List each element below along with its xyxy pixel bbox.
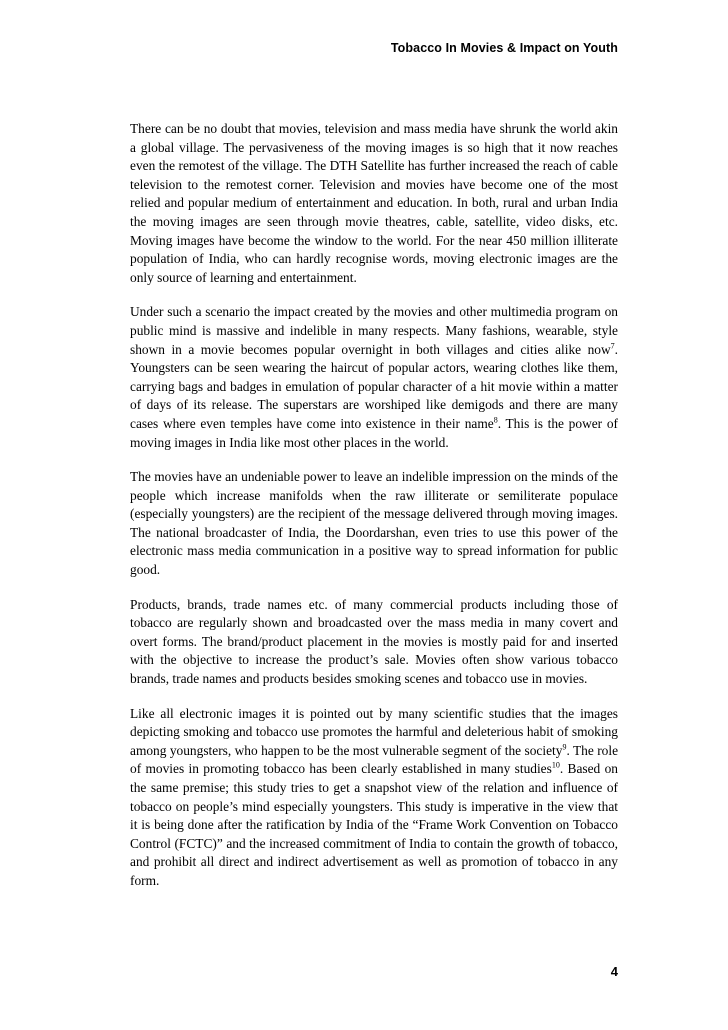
paragraph-5 xyxy=(130,705,618,891)
page-number: 4 xyxy=(610,964,618,979)
page-body xyxy=(130,120,618,907)
paragraph-text: . The role of movies in promoting tobacco has been clearly established in many studies xyxy=(130,742,619,777)
paragraph-text: . Based on the same premise; this study tries to get a snapshot view of the relation and influence of tobacco on people’s mind especially youngsters. This study is imperative in the view that it is being done after the ratification by India of the “Frame Work Convention on Tobacco Control (FCTC)” and the increased commitment of India to contain the growth of tobacco, and prohibit all direct and indirect advertisement as well as promotion of tobacco in any form. xyxy=(130,761,618,888)
paragraph-text: Under such a scenario the impact created by the movies and other multimedia program on public mind is massive and indelible in many respects. Many fashions, wearable, style shown in a movie becomes popular overnight in both villages and cities alike now xyxy=(130,304,618,357)
paragraph-3 xyxy=(130,468,618,580)
paragraph-text: . This is the power of moving images in India like most other places in the world. xyxy=(130,415,618,450)
footnote-ref-7: 7 xyxy=(610,341,615,351)
paragraph-4 xyxy=(130,596,618,689)
paragraph-2 xyxy=(130,303,618,452)
paragraph-1 xyxy=(130,120,618,287)
paragraph-text: The movies have an undeniable power to leave an indelible impression on the minds of the people which increase manifolds when the raw illiterate or semiliterate populace (especially youngsters) are the recipient of the message delivered through moving images. The national broadcaster of India, the Doordarshan, even tries to use this power of the electronic mass media communication in a positive way to spread information for public good. xyxy=(130,469,618,578)
footnote-ref-8: 8 xyxy=(493,415,498,425)
footnote-ref-10: 10 xyxy=(551,760,560,770)
paragraph-text: Products, brands, trade names etc. of many commercial products including those of tobacco are regularly shown and broadcasted over the mass media in many covert and overt forms. The brand/product placement in the movies is mostly paid for and inserted with the objective to increase the product’s sale. Movies often show various tobacco brands, trade names and products besides smoking scenes and tobacco use in movies. xyxy=(130,596,618,687)
paragraph-text: There can be no doubt that movies, television and mass media have shrunk the world akin a global village. The pervasiveness of the moving images is so high that it now reaches even the remotest of the village. The DTH Satellite has further increased the reach of cable television to the remotest corner. Television and movies have become one of the most relied and popular medium of entertainment and education. In both, rural and urban India the moving images are seen through movie theatres, cable, satellite, video disks, etc. Moving images have become the window to the world. For the near 450 million illiterate population of India, who can hardly recognise words, moving electronic images are the only source of learning and entertainment. xyxy=(130,121,618,285)
running-header: Tobacco In Movies & Impact on Youth xyxy=(390,41,618,55)
footnote-ref-9: 9 xyxy=(562,742,567,752)
paragraph-text: Like all electronic images it is pointed out by many scientific studies that the images depicting smoking and tobacco use promotes the harmful and deleterious habit of smoking among youngsters, who happen to be the most vulnerable segment of the society xyxy=(130,705,618,758)
paragraph-text: . Youngsters can be seen wearing the haircut of popular actors, wearing clothes like them, carrying bags and badges in emulation of popular character of a hit movie within a matter of days of its release. The superstars are worshiped like demigods and there are many cases where even temples have come into existence in their name xyxy=(130,341,618,431)
